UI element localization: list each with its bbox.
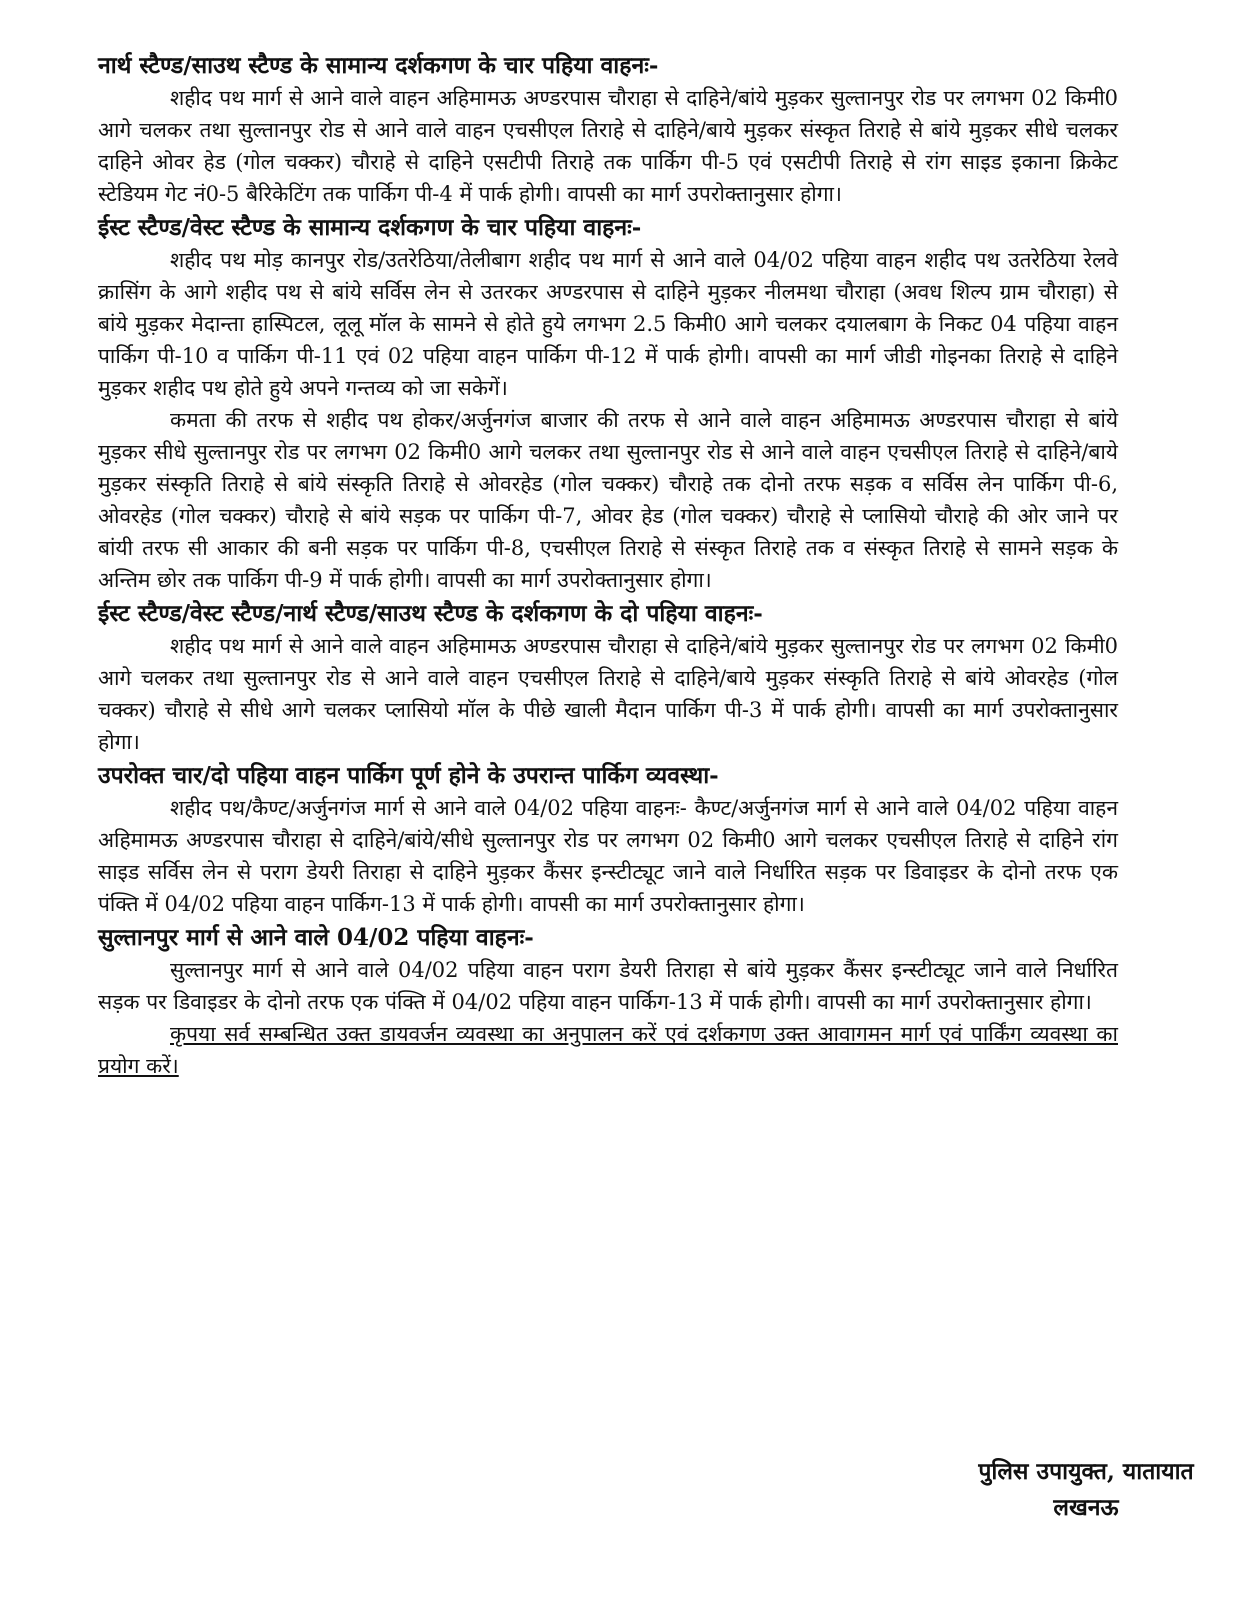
section-paragraph: कमता की तरफ से शहीद पथ होकर/अर्जुनगंज बाजार की तरफ से आने वाले वाहन अहिमामऊ अण्डरपास चौराहा से बांये मुड़कर सीधे सुल्तानपुर रोड पर लगभग 02 किमी0 आगे चलकर तथा सुल्तानपुर रोड से आने वाले वाहन एचसीएल तिराहे से दाहिने/बाये मुड़कर संस्कृति तिराहे से बांये संस्कृति तिराहे से ओवरहेड (गोल चक्कर) चौराहे तक दोनो तरफ सड़क व सर्विस लेन पार्किग पी-6, ओवरहेड (गोल चक्कर) चौराहे से बांये सड़क पर पार्किग पी-7, ओवर हेड (गोल चक्कर) चौराहे से प्लासियो चौराहे की ओर जाने पर बांयी तरफ सी आकार की बनी सड़क पर पार्किग पी-8, एचसीएल तिराहे से संस्कृत तिराहे तक व संस्कृत तिराहे से सामने सड़क के अन्तिम छोर तक पार्किग पी-9 में पार्क होगी। वापसी का मार्ग उपरोक्तानुसार होगा। [98, 408, 1118, 592]
signature-block [936, 1454, 1236, 1526]
section-heading: उपरोक्त चार/दो पहिया वाहन पार्किग पूर्ण होने के उपरान्त पार्किग व्यवस्था- [98, 762, 719, 789]
section-paragraph: शहीद पथ/कैण्ट/अर्जुनगंज मार्ग से आने वाले 04/02 पहिया वाहनः- कैण्ट/अर्जुनगंज मार्ग से आने वाले 04/02 पहिया वाहन अहिमामऊ अण्डरपास चौराहा से दाहिने/बांये/सीधे सुल्तानपुर रोड पर लगभग 02 किमी0 आगे चलकर एचसीएल तिराहे से दाहिने रांग साइड सर्विस लेन से पराग डेयरी तिराहा से दाहिने मुड़कर कैंसर इन्स्टीट्यूट जाने वाले निर्धारित सड़क पर डिवाइडर के दोनो तरफ एक पंक्ति में 04/02 पहिया वाहन पार्किग-13 में पार्क होगी। वापसी का मार्ग उपरोक्तानुसार होगा। [98, 796, 1118, 916]
section-paragraph: शहीद पथ मोड़ कानपुर रोड/उतरेठिया/तेलीबाग शहीद पथ मार्ग से आने वाले 04/02 पहिया वाहन शहीद पथ उतरेठिया रेलवे क्रासिंग के आगे शहीद पथ से बांये सर्विस लेन से उतरकर अण्डरपास से दाहिने मुड़कर नीलमथा चौराहा (अवध शिल्प ग्राम चौराहा) से बांये मुड़कर मेदान्ता हास्पिटल, लूलू मॉल के सामने से होते हुये लगभग 2.5 किमी0 आगे चलकर दयालबाग के निकट 04 पहिया वाहन पार्किग पी-10 व पार्किग पी-11 एवं 02 पहिया वाहन पार्किग पी-12 में पार्क होगी। वापसी का मार्ग जीडी गोइनका तिराहे से दाहिने मुड़कर शहीद पथ होते हुये अपने गन्तव्य को जा सकेगें। [98, 248, 1118, 400]
section-overflow-parking [98, 760, 1118, 920]
section-heading: नार्थ स्टैण्ड/साउथ स्टैण्ड के सामान्य दर्शकगण के चार पहिया वाहनः- [98, 52, 659, 79]
signatory-city: लखनऊ [1053, 1494, 1119, 1521]
section-paragraph: शहीद पथ मार्ग से आने वाले वाहन अहिमामऊ अण्डरपास चौराहा से दाहिने/बांये मुड़कर सुल्तानपुर रोड पर लगभग 02 किमी0 आगे चलकर तथा सुल्तानपुर रोड से आने वाले वाहन एचसीएल तिराहे से दाहिने/बाये मुड़कर संस्कृत तिराहे से बांये मुड़कर सीधे चलकर दाहिने ओवर हेड (गोल चक्कर) चौराहे से दाहिने एसटीपी तिराहे तक पार्किग पी-5 एवं एसटीपी तिराहे से रांग साइड इकाना क्रिकेट स्टेडियम गेट नं0-5 बैरिकेटिंग तक पार्किग पी-4 में पार्क होगी। वापसी का मार्ग उपरोक्तानुसार होगा। [98, 86, 1118, 206]
section-east-west-four-wheeler [98, 212, 1118, 596]
section-heading: सुल्तानपुर मार्ग से आने वाले 04/02 पहिया वाहनः- [98, 924, 534, 951]
compliance-notice: कृपया सर्व सम्बन्धित उक्त डायवर्जन व्यवस्था का अनुपालन करें एवं दर्शकगण उक्त आवागमन मार्ग एवं पार्किंग व्यवस्था का प्रयोग करें। [98, 1022, 1118, 1078]
section-all-stands-two-wheeler [98, 598, 1118, 758]
section-heading: ईस्ट स्टैण्ड/वेस्ट स्टैण्ड के सामान्य दर्शकगण के चार पहिया वाहनः- [98, 214, 642, 241]
section-north-south-four-wheeler [98, 50, 1118, 210]
document-body [98, 48, 1118, 1082]
section-sultanpur-road-vehicles [98, 922, 1118, 1018]
section-paragraph: शहीद पथ मार्ग से आने वाले वाहन अहिमामऊ अण्डरपास चौराहा से दाहिने/बांये मुड़कर सुल्तानपुर रोड पर लगभग 02 किमी0 आगे चलकर तथा सुल्तानपुर रोड से आने वाले वाहन एचसीएल तिराहे से दाहिने/बाये मुड़कर संस्कृति तिराहे से बांये ओवरहेड (गोल चक्कर) चौराहे से सीधे आगे चलकर प्लासियो मॉल के पीछे खाली मैदान पार्किग पी-3 में पार्क होगी। वापसी का मार्ग उपरोक्तानुसार होगा। [98, 634, 1118, 754]
signatory-designation: पुलिस उपायुक्त, यातायात [978, 1458, 1194, 1485]
section-paragraph: सुल्तानपुर मार्ग से आने वाले 04/02 पहिया वाहन पराग डेयरी तिराहा से बांये मुड़कर कैंसर इन्स्टीट्यूट जाने वाले निर्धारित सड़क पर डिवाइडर के दोनो तरफ एक पंक्ति में 04/02 पहिया वाहन पार्किग-13 में पार्क होगी। वापसी का मार्ग उपरोक्तानुसार होगा। [98, 958, 1118, 1014]
section-heading: ईस्ट स्टैण्ड/वेस्ट स्टैण्ड/नार्थ स्टैण्ड/साउथ स्टैण्ड के दर्शकगण के दो पहिया वाहनः- [98, 600, 763, 627]
